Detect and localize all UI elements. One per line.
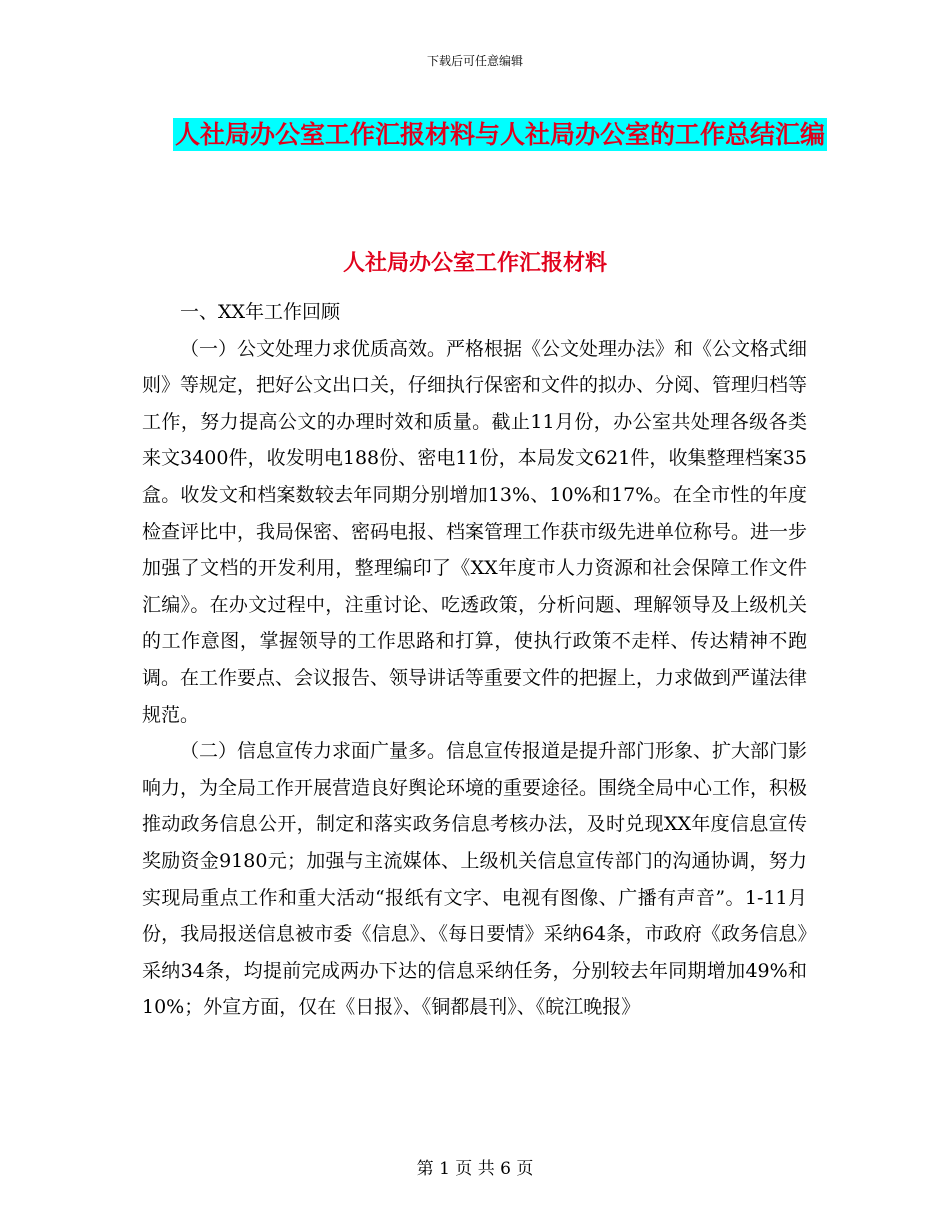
document-body — [142, 294, 807, 1026]
page-footer: 第 1 页 共 6 页 — [416, 1159, 534, 1179]
paragraph-heading: 一、XX年工作回顾 — [180, 301, 341, 323]
document-title — [130, 110, 870, 160]
section-title: 人社局办公室工作汇报材料 — [342, 250, 607, 276]
page-header-note: 下载后可任意编辑 — [426, 54, 523, 68]
document-title-text: 人社局办公室工作汇报材料与人社局办公室的工作总结汇编 — [174, 120, 825, 149]
paragraph-document-handling: （一）公文处理力求优质高效。严格根据《公文处理办法》和《公文格式细则》等规定，把好公文出口关，仔细执行保密和文件的拟办、分阅、管理归档等工作，努力提高公文的办理时效和质量。截止11月份，办公室共处理各级各类来文3400件，收发明电188份、密电11份，本局发文621件，收集整理档案35盒。收发文和档案数较去年同期分别增加13%、10%和17%。在全市性的年度检查评比中，我局保密、密码电报、档案管理工作获市级先进单位称号。进一步加强了文档的开发利用，整理编印了《XX年度市人力资源和社会保障工作文件汇编》。在办文过程中，注重讨论、吃透政策，分析问题、理解领导及上级机关的工作意图，掌握领导的工作思路和打算，使执行政策不走样、传达精神不跑调。在工作要点、会议报告、领导讲话等重要文件的把握上，力求做到严谨法律规范。 — [142, 337, 808, 726]
paragraph-information-publicity: （二）信息宣传力求面广量多。信息宣传报道是提升部门形象、扩大部门影响力，为全局工作开展营造良好舆论环境的重要途径。围绕全局中心工作，积极推动政务信息公开，制定和落实政务信息考核办法，及时兑现XX年度信息宣传奖励资金9180元；加强与主流媒体、上级机关信息宣传部门的沟通协调，努力实现局重点工作和重大活动“报纸有文字、电视有图像、广播有声音”。1-11月份，我局报送信息被市委《信息》、《每日要情》采纳64条，市政府《政务信息》采纳34条，均提前完成两办下达的信息采纳任务，分别较去年同期增加49%和10%；外宣方面，仅在《日报》、《铜都晨刊》、《皖江晚报》 — [142, 740, 808, 1019]
